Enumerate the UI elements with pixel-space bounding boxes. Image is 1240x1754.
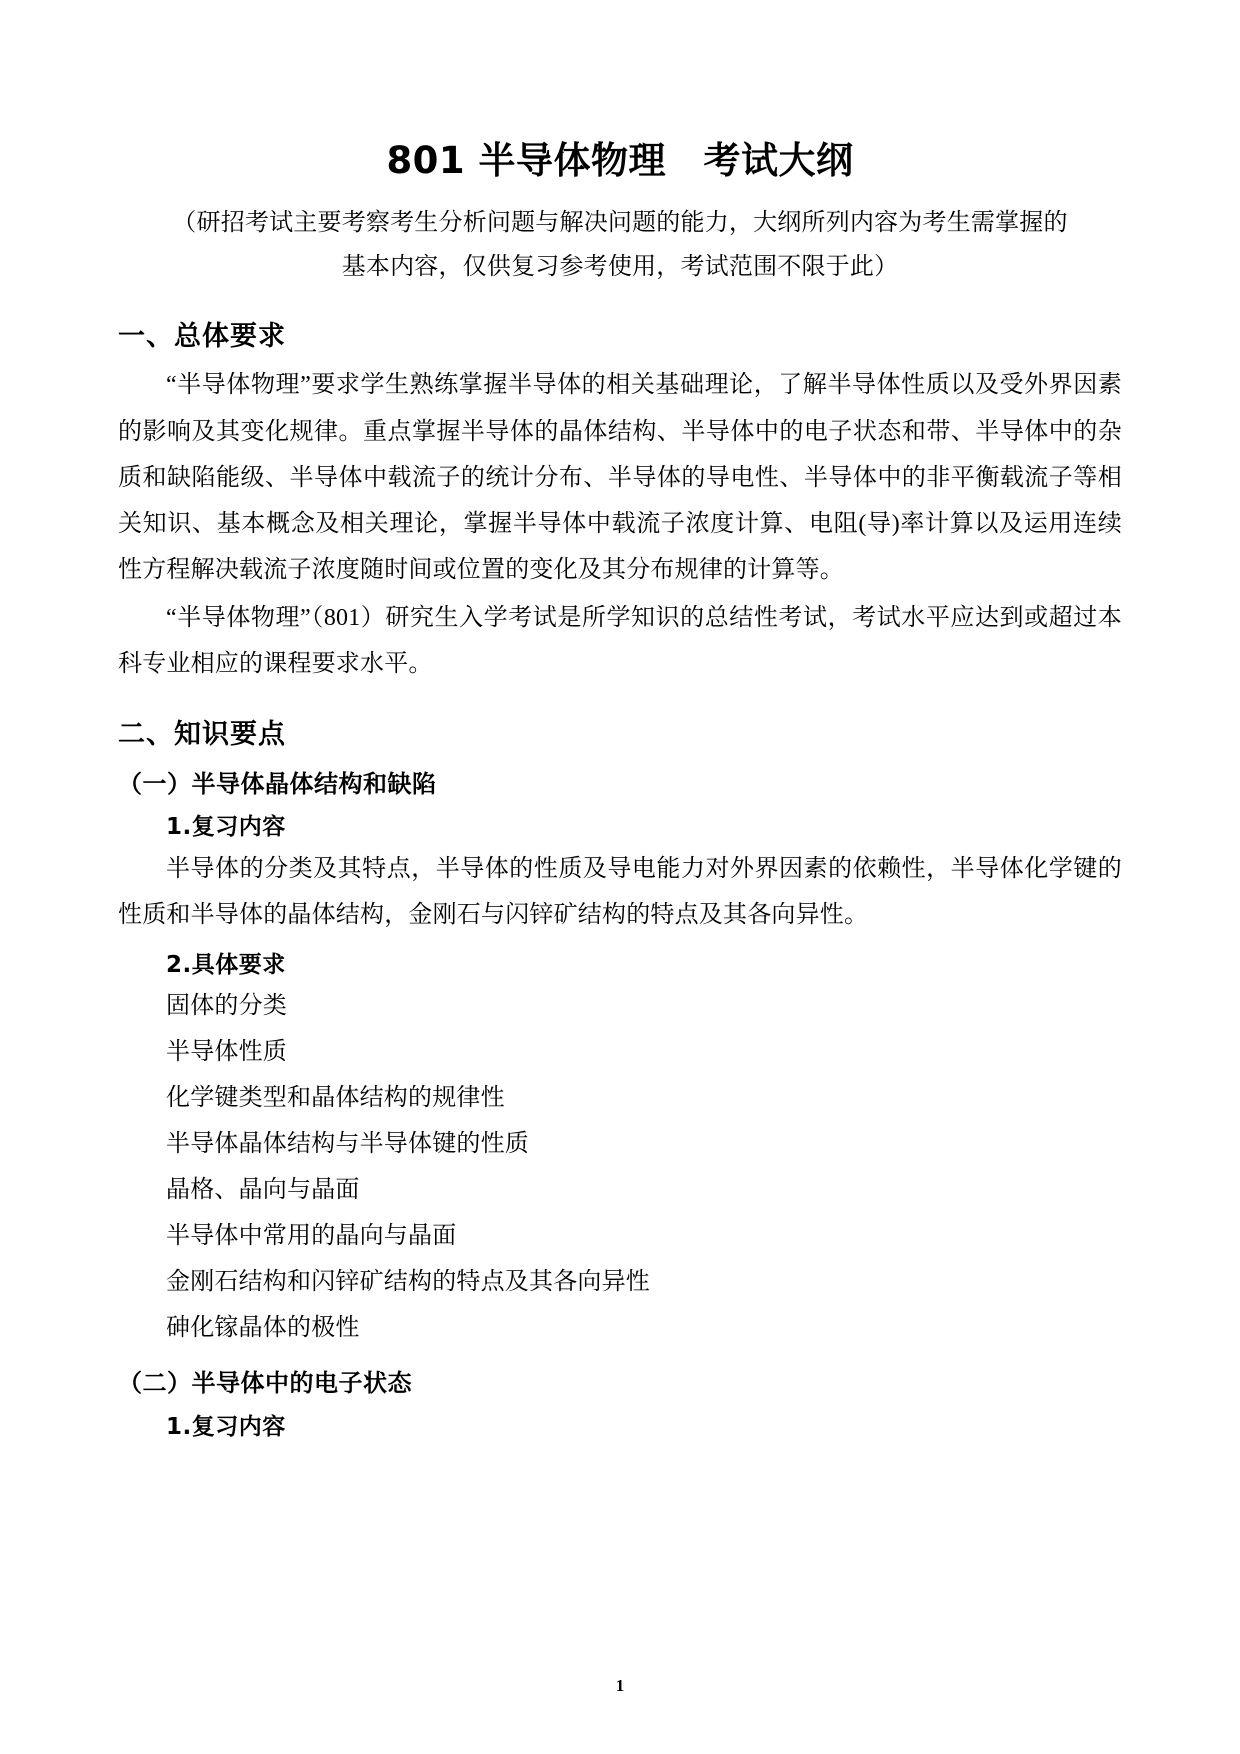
review-content-text-1: 半导体的分类及其特点，半导体的性质及导电能力对外界因素的依赖性，半导体化学键的性质和半导体的晶体结构，金刚石与闪锌矿结构的特点及其各向异性。 (118, 855, 1122, 928)
subsection-heading-one: （一）半导体晶体结构和缺陷 (118, 770, 437, 799)
subtitle-line-1: （研招考试主要考察考生分析问题与解决问题的能力，大纲所列内容为考生需掌握的 (172, 209, 1068, 236)
page-number: 1 (615, 1676, 625, 1695)
section-heading-one: 一、总体要求 (118, 321, 286, 353)
document-subtitle (144, 201, 1096, 290)
list-item: 金刚石结构和闪锌矿结构的特点及其各向异性 (166, 1269, 650, 1296)
list-item: 晶格、晶向与晶面 (166, 1177, 360, 1204)
list-item: 半导体晶体结构与半导体键的性质 (166, 1130, 529, 1157)
list-item: 化学键类型和晶体结构的规律性 (166, 1084, 505, 1111)
page-title: 801 半导体物理 考试大纲 (386, 139, 854, 182)
requirement-item-list-1 (118, 983, 1122, 1352)
list-item: 半导体中常用的晶向与晶面 (166, 1223, 457, 1250)
section-heading-two: 二、知识要点 (118, 718, 286, 750)
list-item: 固体的分类 (166, 992, 287, 1019)
list-item: 半导体性质 (166, 1038, 287, 1065)
section-one-paragraph-1: “半导体物理”要求学生熟练掌握半导体的相关基础理论，了解半导体性质以及受外界因素的影响及其变化规律。重点掌握半导体的晶体结构、半导体中的电子状态和带、半导体中的杂质和缺陷能级、半导体中载流子的统计分布、半导体的导电性、半导体中的非平衡载流子等相关知识、基本概念及相关理论，掌握半导体中载流子浓度计算、电阻(导)率计算以及运用连续性方程解决载流子浓度随时间或位置的变化及其分布规律的计算等。 (118, 372, 1122, 583)
review-content-heading-1: 1.复习内容 (166, 814, 286, 841)
subsection-heading-two: （二）半导体中的电子状态 (118, 1369, 412, 1398)
specific-requirement-heading-1: 2.具体要求 (166, 951, 286, 978)
section-one-paragraph-2: “半导体物理”（801）研究生入学考试是所学知识的总结性考试，考试水平应达到或超过本科专业相应的课程要求水平。 (118, 604, 1122, 677)
review-content-heading-2: 1.复习内容 (166, 1413, 286, 1440)
list-item: 砷化镓晶体的极性 (166, 1315, 360, 1342)
subtitle-line-2: 基本内容，仅供复习参考使用，考试范围不限于此） (341, 253, 899, 280)
